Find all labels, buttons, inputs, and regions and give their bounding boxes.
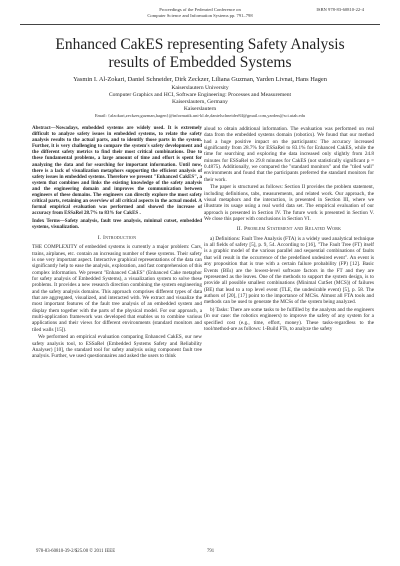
section-heading-problem-statement: II. Problem Statement and Related Work [236, 226, 342, 233]
abstract: Abstract—Nowadays, embedded systems are widely used. It is extremely difficult to analyze safety issues in embedded systems, to relate the safety analysis results to the actual parts, and to identify those parts in the system. Further, it is very challenging to compare the system's safety development and the different safety metrics to find their most critical combinations. Due to these fundamental problems, a large amount of time and effort is spent for analyzing the data and for searching for important information. Until now, there is a lack of visualization metaphors supporting the efficient analysis of safety issues in embedded systems. Therefore we present "Enhanced CakES", a system that combines and links the existing knowledge of the safety analysis and the engineering domain and improves the communication between engineers of these domains. The engineers can directly explore the most safety critical parts, retaining an overview of all critical aspects in the actual model. A formal empirical evaluation was performed and showed the increase of accuracy from ESSaRel 28.7% to 83% for CakES . [32, 126, 202, 217]
conference-line: Computer Science and Information Systems pp. 791–798 [147, 13, 253, 18]
proceedings-line: Proceedings of the Federated Conference on [159, 7, 241, 12]
isbn: ISBN 978-83-60810-22-4 [316, 7, 364, 12]
paragraph-evaluation: aloud to obtain additional information. The evaluation was performed on real data from the embedded systems domain (robotics). We found that our method had a huge positive impact on the participants: The accuracy increased significantly from 28.7% for ESSaRel to 83.1% for Enhanced CakES, while the time for searching and exploring the data increased only slightly from 24.8 minutes for ESSaRel to 29.8 minutes for CakES (not statistically significant p = 0.4875). Additionally, we compared the "standard monitors" and the "tiled wall" environments and found that the participants preferred the standard monitors for their work. [204, 126, 374, 183]
affiliation-departments: Computer Graphics and HCI, Software Engineering: Processes and Measurement [108, 92, 292, 98]
proceedings-header [110, 7, 290, 19]
header-divider [20, 24, 380, 25]
paper-title [40, 36, 360, 72]
index-terms: Index Terms—Safety analysis, fault tree analysis, minimal cutset, embedded systems, visualization. [32, 218, 202, 230]
affiliation-university: Kaiserslautern University [171, 85, 229, 91]
paragraph-definitions: a) Definitions: Fault Tree Analysis (FTA) is a widely used analytical technique in all fields of safety [5], p. 9, 54. According to [16], "The Fault Tree (FT) itself is a graphic model of the various parallel and sequential combinations of faults that will result in the occurrence of the predefined undesired event". An event is any proposition that is true with a certain failure probability (FP) [12]. Basic Events (BEs) are the lowest-level software factors in the FT and they are represented as the leaves. One of the methods to support the system design, is to provide all possible smallest combinations (Minimal CutSet (MCS)) of failures (BE) that lead to a top level event (TLE, the undesirable event) [5], p. 58. The authors of [20], [17] point to the importance of MCSs. Almost all FTA tools and methods can be used to generate the MCSs of the system being analyzed. [204, 235, 374, 306]
introduction-paragraph-1: THE COMPLEXITY of embedded systems is currently a major problem: Cars, trains, airplanes, etc. contain an increasing number of these systems. Their safety is one very important aspect. Interactive graphical representations of the data can significantly help to ease the analysis, exploration, and fast comprehension of this complex information. We present "Enhanced CakES" (Enhanced Cake metaphor for safety analysis of Embedded Systems), a visualization system to solve these problems. It provides a new research direction combining the system engineering and the safety analysis domains. This approach comprises different types of data that are aggregated, visualized, and interacted with. We extract and visualize the most important features of the fault tree analysis of an embedded system and display them together with the parts of the physical model. For our approach, a multi-application framework was developed that enables us to combine various applications and their views for different environments (standard monitors and tiled walls [15]). [32, 244, 202, 333]
title-line-1: Enhanced CakES representing Safety Analysis [55, 36, 345, 53]
introduction-paragraph-2: We performed an empirical evaluation comparing Enhanced CakES, our new safety analysis tool, to ESSaRel (Embedded Systems Safety and Reliability Analyser) [10], the standard tool for safety analysis using component fault tree analysis. Further, we used questionnaires and asked the users to think [32, 334, 202, 360]
affiliation-location: Kaiserslautern, Germany [172, 99, 228, 105]
copyright-footer: 978-83-60810-39-2/$25.00 © 2011 IEEE [36, 549, 116, 554]
right-column [204, 126, 374, 334]
left-column [32, 126, 202, 361]
page-number: 791 [207, 549, 215, 554]
title-line-2: results of Embedded Systems [108, 54, 292, 71]
affiliation-city: Kaiserslautern [183, 106, 217, 112]
section-heading-introduction: I. Introduction [97, 234, 137, 241]
author-emails: Email: {alzokari,zeckzer,guzman,hagen}@informatik.uni-kl.de,danielschneider84@gmail.com,yarden@sci.utah.edu [94, 113, 306, 118]
paragraph-structure: The paper is structured as follows: Section II provides the problem statement, including definitions, tabs, measurements, and related work. Our approach, the visual metaphors and the interaction, is presented in Section III, where we illustrate its usage using a real world data set. The empirical evaluation of our approach is presented in Section IV. The future work is presented in Section V. We close this paper with conclusions in Section VI. [204, 184, 374, 223]
authors: Yasmin I. Al-Zokari, Daniel Schneider, Dirk Zeckzer, Liliana Guzman, Yarden Livnat, Hans Hagen [73, 76, 327, 83]
paragraph-tasks: b) Tasks: There are some tasks to be fulfilled by the analysts and the engineers (in our case: the robotics engineers) to improve the safety of any system for a specified cost (e.g., time, effort, money). These tasks-regardless to the tool/method-are as follows: 1-Build FTs, to analyze the safety [204, 306, 374, 332]
